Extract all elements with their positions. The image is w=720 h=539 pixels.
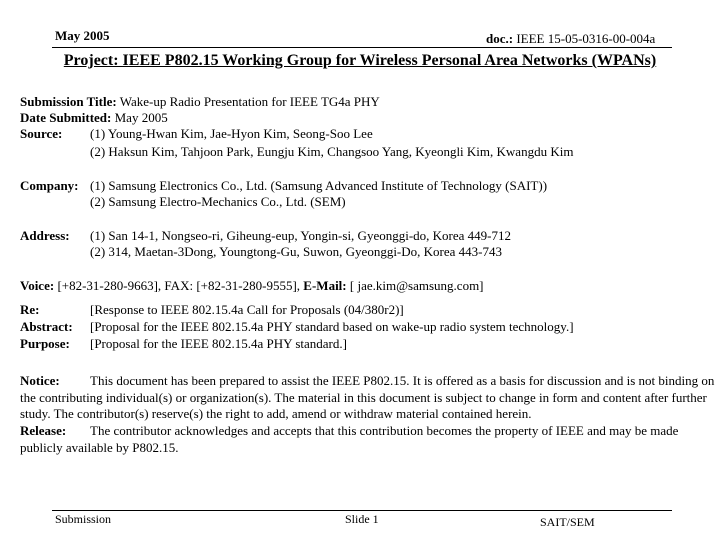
submission-title-line bbox=[20, 94, 380, 110]
notice-paragraph bbox=[20, 373, 715, 423]
notice-text: This document has been prepared to assist the IEEE P802.15. It is offered as a basis for discussion and is not binding on the contributing individual(s) or organization(s). The material in this document is subject to change in form and content after further study. The contributor(s) reserve(s) the right to add, amend or withdraw material contained herein. bbox=[20, 373, 715, 421]
release-text: The contributor acknowledges and accepts that this contribution becomes the property of IEEE and may be made publicly available by P802.15. bbox=[20, 423, 679, 455]
address-line-2: (2) 314, Maetan-3Dong, Youngtong-Gu, Suwon, Gyeonggi-Do, Korea 443-743 bbox=[90, 244, 502, 259]
page-title: Project: IEEE P802.15 Working Group for Wireless Personal Area Networks (WPANs) bbox=[63, 52, 657, 69]
notice-label: Notice: bbox=[20, 373, 60, 388]
release-label: Release: bbox=[20, 423, 67, 438]
source-line-1: (1) Young-Hwan Kim, Jae-Hyon Kim, Seong-Soo Lee bbox=[90, 126, 373, 141]
date-submitted-label: Date Submitted: bbox=[20, 110, 112, 125]
address-line-1: (1) San 14-1, Nongseo-ri, Giheung-eup, Yongin-si, Gyeonggi-do, Korea 449-712 bbox=[90, 228, 511, 243]
footer-organization: SAIT/SEM bbox=[540, 515, 595, 529]
email-value: [ jae.kim@samsung.com] bbox=[349, 278, 484, 293]
doc-label: doc.: bbox=[486, 31, 514, 46]
re-label: Re: bbox=[20, 302, 40, 317]
submission-title-label: Submission Title: bbox=[20, 94, 117, 109]
company-label: Company: bbox=[20, 178, 79, 193]
header-doc-id bbox=[486, 31, 655, 47]
company-line-1: (1) Samsung Electronics Co., Ltd. (Samsung Advanced Institute of Technology (SAIT)) bbox=[90, 178, 548, 193]
purpose-value: [Proposal for the IEEE 802.15.4a PHY standard.] bbox=[90, 336, 347, 351]
address-label: Address: bbox=[20, 228, 70, 243]
purpose-label: Purpose: bbox=[20, 336, 70, 351]
date-submitted-value: May 2005 bbox=[114, 110, 168, 125]
footer-submission: Submission bbox=[55, 512, 112, 526]
submission-title-value: Wake-up Radio Presentation for IEEE TG4a PHY bbox=[119, 94, 380, 109]
footer-slide-number: Slide 1 bbox=[345, 512, 379, 526]
voice-fax-value: [+82-31-280-9663], FAX: [+82-31-280-9555], bbox=[57, 278, 301, 293]
re-value: [Response to IEEE 802.15.4a Call for Proposals (04/380r2)] bbox=[90, 302, 404, 317]
voice-label: Voice: bbox=[20, 278, 55, 293]
abstract-label: Abstract: bbox=[20, 319, 73, 334]
bottom-rule bbox=[52, 510, 672, 511]
source-line-2: (2) Haksun Kim, Tahjoon Park, Eungju Kim, Changsoo Yang, Kyeongli Kim, Kwangdu Kim bbox=[90, 144, 574, 159]
release-paragraph bbox=[20, 423, 715, 456]
header-date: May 2005 bbox=[55, 28, 110, 43]
contact-line bbox=[20, 278, 484, 294]
company-line-2: (2) Samsung Electro-Mechanics Co., Ltd. (SEM) bbox=[90, 194, 346, 209]
source-label: Source: bbox=[20, 126, 63, 141]
doc-number: IEEE 15-05-0316-00-004a bbox=[516, 31, 656, 46]
email-label: E-Mail: bbox=[303, 278, 347, 293]
date-submitted-line bbox=[20, 110, 168, 126]
top-rule bbox=[52, 47, 672, 48]
abstract-value: [Proposal for the IEEE 802.15.4a PHY standard based on wake-up radio system technology.] bbox=[90, 319, 574, 334]
